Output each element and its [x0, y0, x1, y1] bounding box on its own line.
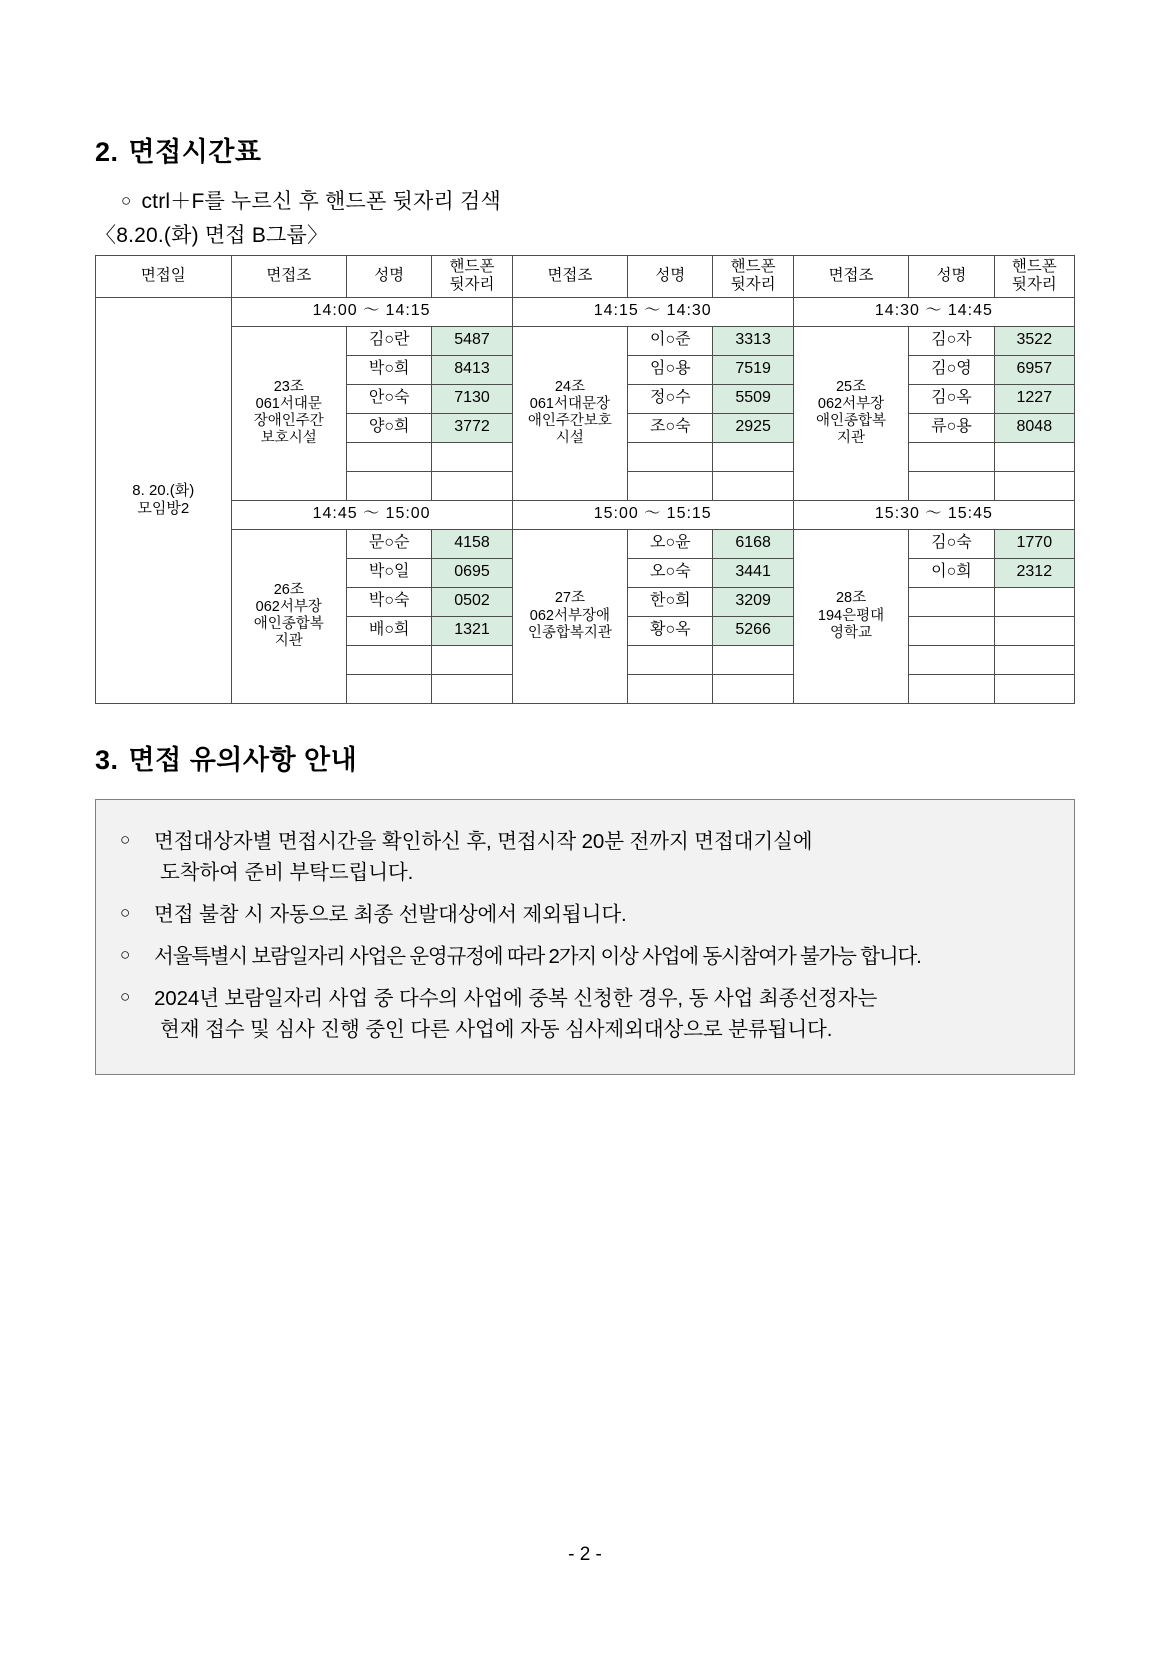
- group-org-line: 062서부장애: [529, 607, 611, 624]
- phone-last4-cell: 8048: [994, 413, 1074, 442]
- applicant-name-cell: [909, 674, 994, 703]
- applicant-name-cell: 문○순: [347, 529, 432, 558]
- group-org-cell: [231, 529, 346, 703]
- applicant-name-cell: 김○란: [347, 326, 432, 355]
- applicant-name-cell: 박○희: [347, 355, 432, 384]
- table-row: [96, 326, 1075, 355]
- phone-last4-cell: 7130: [432, 384, 512, 413]
- phone-last4-cell: [994, 471, 1074, 500]
- phone-last4-cell: 6957: [994, 355, 1074, 384]
- phone-last4-cell: 3772: [432, 413, 512, 442]
- applicant-name-cell: 오○숙: [628, 558, 713, 587]
- applicant-name-cell: [628, 645, 713, 674]
- time-slot-label: 14:15 ～ 14:30: [512, 297, 793, 326]
- notice-item: [120, 983, 1050, 1047]
- table-body: [96, 297, 1075, 703]
- group-org-line: 28조: [835, 590, 867, 607]
- group-org-cell: [793, 326, 908, 500]
- circle-bullet-icon: ○: [120, 986, 131, 1006]
- group-org-line: 25조: [835, 378, 867, 395]
- applicant-name-cell: 정○수: [628, 384, 713, 413]
- notice-item: [120, 899, 1050, 931]
- applicant-name-cell: 오○윤: [628, 529, 713, 558]
- section-title-notice: [95, 738, 1075, 777]
- applicant-name-cell: 김○옥: [909, 384, 994, 413]
- phone-last4-cell: 1321: [432, 616, 512, 645]
- applicant-name-cell: [909, 645, 994, 674]
- applicant-name-cell: 김○숙: [909, 529, 994, 558]
- header-phone-line2: 뒷자리: [449, 276, 495, 294]
- header-phone-line1: 핸드폰: [730, 258, 776, 275]
- group-org-line: 061서대문: [255, 395, 322, 412]
- schedule-bullet-text: ctrl＋F를 누르신 후 핸드폰 뒷자리 검색: [141, 190, 501, 213]
- circle-bullet-icon: ○: [121, 191, 132, 210]
- phone-last4-cell: 0695: [432, 558, 512, 587]
- group-org-line: 062서부장: [817, 395, 885, 412]
- applicant-name-cell: [628, 471, 713, 500]
- interview-date-line2: 모임방2: [137, 500, 190, 518]
- phone-last4-cell: 3441: [713, 558, 793, 587]
- header-phone-3: [994, 256, 1074, 298]
- notice-item-line2: 현재 접수 및 심사 진행 중인 다른 사업에 자동 심사제외대상으로 분류됩니다.: [160, 1018, 833, 1042]
- group-org-cell: [512, 326, 627, 500]
- applicant-name-cell: [909, 616, 994, 645]
- group-org-line: 애인종합복: [253, 616, 324, 633]
- time-header-row: [96, 500, 1075, 529]
- applicant-name-cell: 한○희: [628, 587, 713, 616]
- group-org-line: 062서부장: [255, 598, 322, 615]
- group-org-line: 지관: [837, 430, 866, 447]
- phone-last4-cell: [994, 442, 1074, 471]
- header-name-2: 성명: [628, 256, 713, 298]
- phone-last4-cell: 1227: [994, 384, 1074, 413]
- time-slot-label: 14:45 ～ 15:00: [231, 500, 512, 529]
- circle-bullet-icon: ○: [120, 944, 131, 964]
- group-org-line: 시설: [555, 430, 584, 447]
- group-org-line: 194은평대: [817, 607, 885, 624]
- notice-item-line1: 면접대상자별 면접시간을 확인하신 후, 면접시작 20분 전까지 면접대기실에: [154, 829, 813, 853]
- applicant-name-cell: [347, 471, 432, 500]
- notice-item: [120, 941, 1050, 973]
- applicant-name-cell: [909, 471, 994, 500]
- header-name-3: 성명: [909, 256, 994, 298]
- section-title-text: 면접시간표: [128, 137, 262, 167]
- phone-last4-cell: 3209: [713, 587, 793, 616]
- applicant-name-cell: [628, 442, 713, 471]
- applicant-name-cell: 류○용: [909, 413, 994, 442]
- group-org-line: 23조: [273, 378, 304, 395]
- header-date: 면접일: [96, 256, 232, 298]
- phone-last4-cell: [713, 674, 793, 703]
- header-phone-line2: 뒷자리: [730, 276, 776, 294]
- header-phone-2: [713, 256, 793, 298]
- phone-last4-cell: 4158: [432, 529, 512, 558]
- phone-last4-cell: 8413: [432, 355, 512, 384]
- group-org-line: 인종합복지관: [527, 624, 612, 641]
- header-phone-1: [432, 256, 512, 298]
- applicant-name-cell: 이○희: [909, 558, 994, 587]
- phone-last4-cell: [713, 645, 793, 674]
- group-org-line: 애인주간보호: [527, 413, 612, 430]
- applicant-name-cell: 김○영: [909, 355, 994, 384]
- applicant-name-cell: [628, 674, 713, 703]
- notice-item-line2: 도착하여 준비 부탁드립니다.: [160, 861, 414, 885]
- time-slot-label: 15:30 ～ 15:45: [793, 500, 1074, 529]
- header-phone-line1: 핸드폰: [449, 258, 495, 275]
- time-slot-label: 14:00 ～ 14:15: [231, 297, 512, 326]
- applicant-name-cell: 박○숙: [347, 587, 432, 616]
- phone-last4-cell: 3313: [713, 326, 793, 355]
- time-header-row: [96, 297, 1075, 326]
- time-slot-label: 14:30 ～ 14:45: [793, 297, 1074, 326]
- group-org-cell: [793, 529, 908, 703]
- group-org-line: 애인종합복: [816, 413, 887, 430]
- schedule-bullet: [121, 185, 1075, 215]
- applicant-name-cell: 안○숙: [347, 384, 432, 413]
- table-row: [96, 529, 1075, 558]
- applicant-name-cell: 배○희: [347, 616, 432, 645]
- phone-last4-cell: [432, 442, 512, 471]
- group-org-line: 보호시설: [260, 430, 317, 447]
- applicant-name-cell: [347, 442, 432, 471]
- group-org-line: 장애인주간: [253, 413, 324, 430]
- applicant-name-cell: [909, 442, 994, 471]
- applicant-name-cell: 양○희: [347, 413, 432, 442]
- group-org-line: 24조: [554, 378, 585, 395]
- header-name-1: 성명: [347, 256, 432, 298]
- phone-last4-cell: [713, 442, 793, 471]
- notice-item-line1: 서울특별시 보람일자리 사업은 운영규정에 따라 2가지 이상 사업에 동시참여가 불가능 합니다.: [154, 944, 921, 968]
- page-number: - 2 -: [568, 1544, 602, 1565]
- group-org-line: 27조: [554, 590, 585, 607]
- time-slot-label: 15:00 ～ 15:15: [512, 500, 793, 529]
- applicant-name-cell: [347, 674, 432, 703]
- phone-last4-cell: 5509: [713, 384, 793, 413]
- table-header-row: [96, 256, 1075, 298]
- section-number: 3.: [95, 744, 119, 775]
- notice-item-line1: 2024년 보람일자리 사업 중 다수의 사업에 중복 신청한 경우, 동 사업 최종선정자는: [154, 986, 878, 1010]
- phone-last4-cell: [994, 645, 1074, 674]
- applicant-name-cell: 김○자: [909, 326, 994, 355]
- schedule-group-label: 〈8.20.(화) 면접 B그룹〉: [95, 224, 329, 247]
- interview-date-cell: [96, 297, 232, 703]
- group-org-line: 061서대문장: [529, 395, 611, 412]
- notice-box: [95, 799, 1075, 1076]
- applicant-name-cell: [347, 645, 432, 674]
- group-org-line: 지관: [274, 633, 303, 650]
- phone-last4-cell: [432, 471, 512, 500]
- phone-last4-cell: 1770: [994, 529, 1074, 558]
- group-org-cell: [231, 326, 346, 500]
- phone-last4-cell: 5487: [432, 326, 512, 355]
- phone-last4-cell: [994, 616, 1074, 645]
- phone-last4-cell: 6168: [713, 529, 793, 558]
- applicant-name-cell: 임○용: [628, 355, 713, 384]
- applicant-name-cell: [909, 587, 994, 616]
- notice-item-line1: 면접 불참 시 자동으로 최종 선발대상에서 제외됩니다.: [154, 903, 627, 927]
- phone-last4-cell: [432, 645, 512, 674]
- header-phone-line1: 핸드폰: [1011, 258, 1057, 275]
- phone-last4-cell: [994, 674, 1074, 703]
- circle-bullet-icon: ○: [120, 829, 131, 849]
- phone-last4-cell: 0502: [432, 587, 512, 616]
- interview-date-line1: 8. 20.(화): [132, 482, 195, 500]
- section-number: 2.: [95, 137, 119, 167]
- group-org-line: 영학교: [830, 624, 873, 641]
- applicant-name-cell: 이○준: [628, 326, 713, 355]
- phone-last4-cell: [994, 587, 1074, 616]
- section-title-text: 면접 유의사항 안내: [128, 744, 358, 775]
- group-org-cell: [512, 529, 627, 703]
- phone-last4-cell: [432, 674, 512, 703]
- phone-last4-cell: 7519: [713, 355, 793, 384]
- group-org-line: 26조: [273, 581, 304, 598]
- header-group-2: 면접조: [512, 256, 627, 298]
- applicant-name-cell: 조○숙: [628, 413, 713, 442]
- header-phone-line2: 뒷자리: [1011, 276, 1057, 294]
- phone-last4-cell: 3522: [994, 326, 1074, 355]
- phone-last4-cell: 2925: [713, 413, 793, 442]
- phone-last4-cell: 2312: [994, 558, 1074, 587]
- phone-last4-cell: 5266: [713, 616, 793, 645]
- section-title-schedule: [95, 130, 1075, 169]
- header-group-1: 면접조: [231, 256, 346, 298]
- header-group-3: 면접조: [793, 256, 908, 298]
- phone-last4-cell: [713, 471, 793, 500]
- applicant-name-cell: 박○일: [347, 558, 432, 587]
- circle-bullet-icon: ○: [120, 903, 131, 923]
- interview-schedule-table: [95, 255, 1075, 704]
- applicant-name-cell: 황○옥: [628, 616, 713, 645]
- notice-item: [120, 826, 1050, 890]
